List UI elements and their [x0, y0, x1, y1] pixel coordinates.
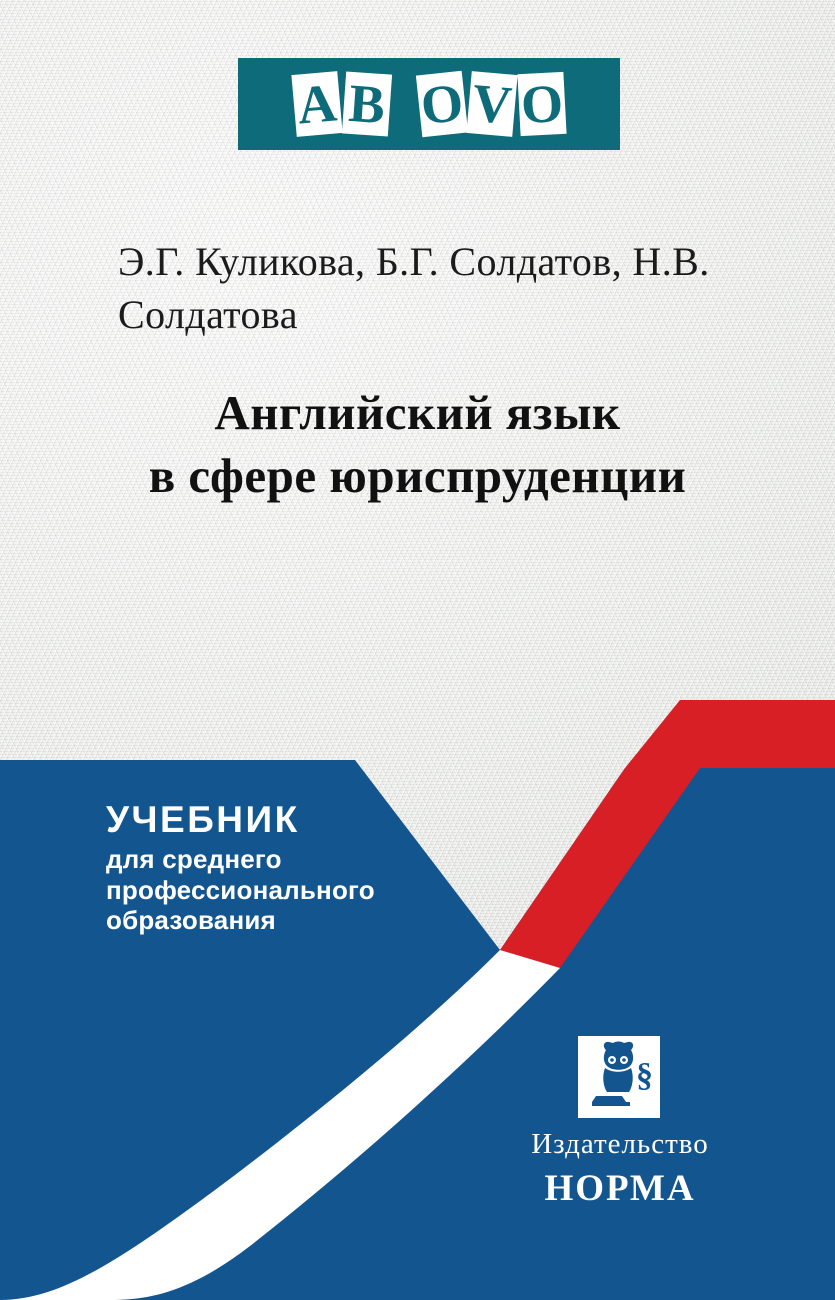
- authors: Э.Г. Куликова, Б.Г. Солдатов, Н.В. Солдатова: [118, 239, 710, 337]
- cover-artwork: [0, 700, 835, 1300]
- series-logo-letter-b: B: [341, 71, 391, 136]
- publisher-label: Издательство: [531, 1128, 709, 1160]
- series-logo-letter-o-second: O: [517, 72, 566, 136]
- caption-audience-line-1: для среднего: [106, 843, 282, 874]
- book-title-line-1: Английский язык: [214, 385, 621, 440]
- series-logo-ab-ovo: [238, 58, 620, 150]
- series-logo-letter-o-first: O: [415, 71, 467, 137]
- caption-audience-line-2: профессионального: [106, 874, 375, 905]
- book-title-line-2: в сфере юриспруденции: [148, 447, 687, 503]
- caption-audience: [106, 844, 426, 936]
- series-logo-word-ab: [294, 73, 390, 135]
- edition-caption: [106, 800, 426, 936]
- series-logo-word-ovo: [419, 73, 565, 135]
- book-title: [40, 382, 795, 507]
- series-logo-letter-v: V: [466, 71, 517, 137]
- publisher: [470, 1128, 770, 1210]
- caption-kind: УЧЕБНИК: [106, 799, 300, 840]
- publisher-name: НОРМА: [544, 1168, 696, 1209]
- caption-audience-line-3: образования: [106, 905, 276, 936]
- svg-text:§: §: [636, 1057, 653, 1094]
- series-logo-letter-a: A: [291, 71, 342, 137]
- owl-emblem-icon: [578, 1036, 660, 1118]
